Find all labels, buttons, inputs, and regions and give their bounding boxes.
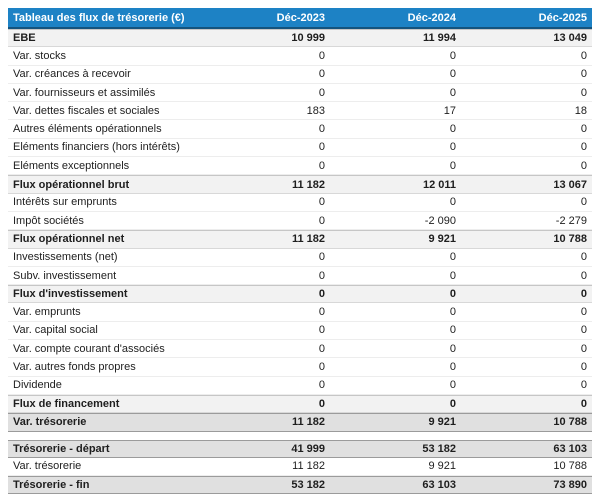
row-value: 10 788 <box>553 460 587 473</box>
row-value: 0 <box>449 159 456 172</box>
row-value: 0 <box>580 398 587 411</box>
table-row <box>8 395 592 413</box>
row-value: 0 <box>449 251 456 264</box>
row-label: Investissements (net) <box>13 251 118 264</box>
row-label: Trésorerie - départ <box>13 442 110 455</box>
row-label: Dividende <box>13 379 62 392</box>
column-header-dec-2025: Déc-2025 <box>538 11 587 24</box>
row-value: 0 <box>580 360 587 373</box>
row-value: 0 <box>318 342 325 355</box>
row-value: -2 090 <box>424 214 456 227</box>
row-value: 0 <box>580 86 587 99</box>
table-header-row <box>8 8 592 29</box>
row-label: Impôt sociétés <box>13 214 84 227</box>
row-label: Flux de financement <box>13 398 120 411</box>
row-label: Autres éléments opérationnels <box>13 123 162 136</box>
row-label: EBE <box>13 32 36 45</box>
row-value: 10 999 <box>291 32 325 45</box>
row-value: 0 <box>318 251 325 264</box>
row-value: 0 <box>318 398 325 411</box>
row-value: 0 <box>580 68 587 81</box>
row-value: 53 182 <box>422 442 456 455</box>
row-label: Var. emprunts <box>13 306 81 319</box>
row-value: 0 <box>449 269 456 282</box>
row-value: 63 103 <box>553 442 587 455</box>
row-value: 0 <box>580 288 587 301</box>
row-value: 17 <box>443 104 456 117</box>
table-row <box>8 440 592 458</box>
table-rows <box>8 29 592 494</box>
cash-flow-table <box>8 8 592 494</box>
row-value: 10 788 <box>553 233 587 246</box>
row-value: 0 <box>449 398 456 411</box>
row-value: 0 <box>449 324 456 337</box>
row-value: 0 <box>449 379 456 392</box>
row-value: 0 <box>318 123 325 136</box>
row-label: Var. autres fonds propres <box>13 360 136 373</box>
row-label: Var. stocks <box>13 49 66 62</box>
row-value: 18 <box>574 104 587 117</box>
table-row <box>8 285 592 303</box>
table-row <box>8 139 592 157</box>
row-value: 0 <box>580 379 587 392</box>
row-value: 0 <box>318 196 325 209</box>
row-value: 0 <box>580 196 587 209</box>
table-row <box>8 322 592 340</box>
row-label: Flux d'investissement <box>13 288 128 301</box>
row-value: 13 067 <box>553 178 587 191</box>
table-row <box>8 358 592 376</box>
row-label: Trésorerie - fin <box>13 479 90 492</box>
row-value: 11 182 <box>291 178 325 191</box>
table-row <box>8 120 592 138</box>
row-value: 0 <box>449 68 456 81</box>
row-value: 0 <box>318 269 325 282</box>
table-row <box>8 476 592 494</box>
row-value: 0 <box>580 159 587 172</box>
row-value: 0 <box>580 251 587 264</box>
row-value: 11 994 <box>422 32 456 45</box>
row-value: 9 921 <box>428 460 456 473</box>
row-label: Intérêts sur emprunts <box>13 196 117 209</box>
table-row <box>8 29 592 47</box>
row-label: Eléments financiers (hors intérêts) <box>13 141 180 154</box>
row-value: 0 <box>318 288 325 301</box>
row-value: 0 <box>449 342 456 355</box>
table-row <box>8 303 592 321</box>
table-title: Tableau des flux de trésorerie (€) <box>13 11 185 24</box>
row-label: Var. dettes fiscales et sociales <box>13 104 160 117</box>
row-label: Flux opérationnel net <box>13 233 125 246</box>
row-value: 9 921 <box>428 233 456 246</box>
table-row <box>8 66 592 84</box>
row-value: 0 <box>449 123 456 136</box>
row-label: Eléments exceptionnels <box>13 159 130 172</box>
row-value: 11 182 <box>292 460 325 473</box>
column-header-dec-2023: Déc-2023 <box>276 11 325 24</box>
column-header-dec-2024: Déc-2024 <box>407 11 456 24</box>
row-value: 0 <box>449 49 456 62</box>
row-label: Var. capital social <box>13 324 98 337</box>
row-label: Var. fournisseurs et assimilés <box>13 86 156 99</box>
row-label: Var. trésorerie <box>13 416 87 429</box>
row-value: 0 <box>318 159 325 172</box>
row-value: 0 <box>449 288 456 301</box>
table-row <box>8 84 592 102</box>
row-value: 73 890 <box>553 479 587 492</box>
row-value: 0 <box>449 141 456 154</box>
table-row <box>8 175 592 193</box>
row-value: 11 182 <box>291 233 325 246</box>
row-value: 63 103 <box>422 479 456 492</box>
table-row <box>8 377 592 395</box>
table-row <box>8 249 592 267</box>
row-value: 0 <box>449 196 456 209</box>
table-row <box>8 47 592 65</box>
row-value: 0 <box>449 360 456 373</box>
row-value: 0 <box>318 86 325 99</box>
row-value: 0 <box>580 141 587 154</box>
table-section-spacer <box>8 432 592 440</box>
row-label: Var. trésorerie <box>13 460 82 473</box>
row-value: 183 <box>306 104 325 117</box>
table-row <box>8 212 592 230</box>
table-row <box>8 194 592 212</box>
table-row <box>8 413 592 431</box>
row-label: Flux opérationnel brut <box>13 178 130 191</box>
table-row <box>8 157 592 175</box>
table-row <box>8 102 592 120</box>
row-value: 9 921 <box>428 416 456 429</box>
row-value: 0 <box>580 123 587 136</box>
row-value: 0 <box>580 49 587 62</box>
row-value: 0 <box>449 306 456 319</box>
row-value: 11 182 <box>291 416 325 429</box>
row-value: -2 279 <box>555 214 587 227</box>
row-value: 0 <box>318 306 325 319</box>
row-label: Var. compte courant d'associés <box>13 342 165 355</box>
table-row <box>8 340 592 358</box>
row-value: 0 <box>449 86 456 99</box>
row-value: 10 788 <box>553 416 587 429</box>
row-value: 0 <box>580 306 587 319</box>
row-value: 0 <box>318 214 325 227</box>
row-value: 53 182 <box>291 479 325 492</box>
row-value: 13 049 <box>553 32 587 45</box>
row-value: 0 <box>318 360 325 373</box>
table-row <box>8 267 592 285</box>
row-label: Subv. investissement <box>13 269 117 282</box>
row-value: 0 <box>580 342 587 355</box>
row-value: 0 <box>318 379 325 392</box>
row-value: 0 <box>318 49 325 62</box>
row-value: 0 <box>318 141 325 154</box>
row-value: 0 <box>318 324 325 337</box>
row-value: 0 <box>580 324 587 337</box>
row-value: 41 999 <box>291 442 325 455</box>
row-label: Var. créances à recevoir <box>13 68 131 81</box>
row-value: 12 011 <box>422 178 456 191</box>
row-value: 0 <box>318 68 325 81</box>
table-row <box>8 230 592 248</box>
row-value: 0 <box>580 269 587 282</box>
table-row <box>8 458 592 476</box>
